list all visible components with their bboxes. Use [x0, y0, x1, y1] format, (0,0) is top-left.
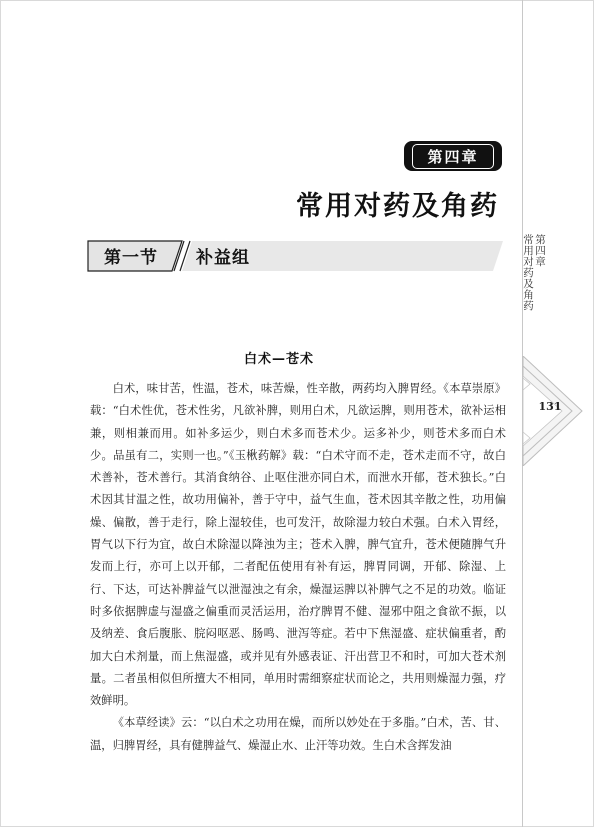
- page-number: 131: [538, 400, 562, 413]
- page-number-ornament: [522, 356, 594, 466]
- paragraph: 白术，味甘苦，性温，苍术，味苦燥，性辛散，两药均入脾胃经。《本草崇原》载：“白术性优，苍术性劣，凡欲补脾，则用白术，凡欲运脾，则用苍术，欲补运相兼，则相兼而用。如补多运少，则白术多而苍术少。运多补少，则苍术多而白术少。品虽有二，实则一也。”《玉楸药解》载：“白术守而不走，苍术走而不守，故白术善补，苍术善行。其消食纳谷、止呕住泄亦同白术，而泄水开郁，苍术独长。”白术因其甘温之性，故功用偏补，善于守中，益气生血，苍术因其辛散之性，功用偏燥、偏散，善于走行，除上湿较佳，也可发汗，故除湿力较白术强。白术入胃经，胃气以下行为宜，故白术除湿以降浊为主；苍术入脾，脾气宜升，苍术便随脾气升发而上行，亦可上以开郁，二者配伍使用有补有运，脾胃同调，开郁、除湿、上行、下达，可达补脾益气以泄湿浊之有余，燥湿运脾以补脾气之不足的功效。临证时多依据脾虚与湿盛之偏重而灵活运用，治疗脾胃不健、湿邪中阻之食欲不振，以及纳差、食后腹胀、脘闷呕恶、肠鸣、泄泻等症。若中下焦湿盛、症状偏重者，酌加大白术剂量，而上焦湿盛，或并见有外感表证、汗出营卫不和时，可加大苍术剂量。二者虽相似但所擅大不相同，单用时需细察症状而论之，共用则燥湿力强，疗效鲜明。: [90, 382, 506, 708]
- chapter-badge: [404, 141, 502, 171]
- side-tab-chapter: 第四章: [534, 234, 546, 267]
- side-tab: [522, 234, 546, 311]
- chapter-title: 常用对药及角药: [296, 191, 499, 222]
- body-text: [90, 378, 506, 757]
- subsection-title: [0, 348, 594, 367]
- chapter-badge-label: 第四章: [412, 144, 493, 169]
- section-name: 补益组: [196, 248, 250, 268]
- section-banner: [86, 240, 504, 272]
- section-number: 第一节: [104, 248, 158, 268]
- side-tab-title: 常用对药及角药: [522, 234, 534, 311]
- subsection-title-text: 白术—苍术: [243, 352, 314, 367]
- paragraph: 《本草经读》云：“以白术之功用在燥，而所以妙处在于多脂。”白术，苦、甘、温，归脾胃经，具有健脾益气、燥湿止水、止汗等功效。生白术含挥发油: [90, 716, 506, 752]
